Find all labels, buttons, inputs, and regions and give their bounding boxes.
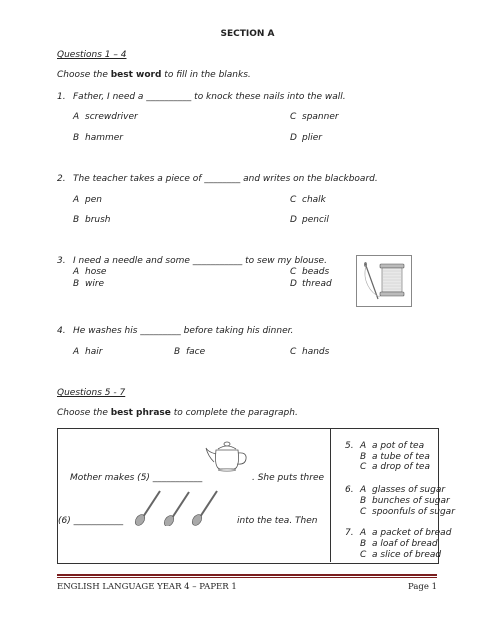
spoons-group xyxy=(134,488,220,526)
instruction-2-pre: Choose the xyxy=(57,408,111,418)
q5-option-c[interactable]: C a drop of tea xyxy=(360,462,430,472)
q6-option-b[interactable]: B bunches of sugar xyxy=(360,496,450,506)
q5-option-b[interactable]: B a tube of tea xyxy=(360,452,430,462)
q5-option-a[interactable]: 5. A a pot of tea xyxy=(345,441,425,451)
instruction-2 xyxy=(57,408,298,418)
passage-line2-right: into the tea. Then xyxy=(237,516,318,526)
q2-option-a[interactable]: A pen xyxy=(73,195,102,205)
question-4-text: He washes his _________ before taking his dinner. xyxy=(73,326,294,336)
q1-option-c[interactable]: C spanner xyxy=(290,112,339,122)
q6-option-a[interactable]: 6. A glasses of sugar xyxy=(345,485,446,495)
q7-option-c[interactable]: C a slice of bread xyxy=(360,550,442,560)
passage-divider xyxy=(330,428,331,562)
footer-rule-thin xyxy=(57,577,437,578)
passage-line2-left: (6) ___________ xyxy=(58,516,124,526)
question-2-text: The teacher takes a piece of ________ and writes on the blackboard. xyxy=(73,174,378,184)
spoon-icon xyxy=(134,491,160,526)
page-number: Page 1 xyxy=(408,582,437,592)
footer-title: ENGLISH LANGUAGE YEAR 4 – PAPER 1 xyxy=(57,582,237,592)
q7-option-b[interactable]: B a loaf of bread xyxy=(360,539,438,549)
q7-option-a[interactable]: 7. A a packet of bread xyxy=(345,528,452,538)
q2-option-b[interactable]: B brush xyxy=(73,215,111,225)
q1-option-b[interactable]: B hammer xyxy=(73,133,123,143)
q1-option-a[interactable]: A screwdriver xyxy=(73,112,138,122)
q3-option-b[interactable]: B wire xyxy=(73,279,105,289)
q3-option-a[interactable]: A hose xyxy=(73,267,107,277)
question-2 xyxy=(57,174,378,184)
instruction-1 xyxy=(57,70,251,80)
question-1-text: Father, I need a __________ to knock these nails into the wall. xyxy=(73,92,346,102)
q4-option-c[interactable]: C hands xyxy=(290,347,330,357)
question-1 xyxy=(57,92,346,102)
questions-5-7-heading: Questions 5 - 7 xyxy=(57,388,126,398)
passage-line1-right: . She puts three xyxy=(252,473,325,483)
question-3-number: 3. xyxy=(57,256,66,266)
question-1-number: 1. xyxy=(57,92,66,102)
q6-option-c[interactable]: C spoonfuls of sugar xyxy=(360,507,455,517)
question-4-number: 4. xyxy=(57,326,66,336)
instruction-1-bold: best word xyxy=(110,70,162,80)
footer-rule xyxy=(57,574,437,576)
instruction-1-post: to fill in the blanks. xyxy=(161,70,251,80)
question-3 xyxy=(57,256,327,266)
q4-option-b[interactable]: B face xyxy=(174,347,206,357)
section-title: SECTION A xyxy=(220,29,275,39)
question-3-text: I need a needle and some ___________ to sew my blouse. xyxy=(73,256,327,266)
q1-option-d[interactable]: D plier xyxy=(290,133,322,143)
instruction-2-post: to complete the paragraph. xyxy=(170,408,298,418)
teapot-icon xyxy=(204,440,250,472)
instruction-1-pre: Choose the xyxy=(57,70,111,80)
spoon-icon xyxy=(162,492,189,526)
needle-thread-icon xyxy=(356,255,412,307)
q3-option-d[interactable]: D thread xyxy=(290,279,332,289)
q2-option-d[interactable]: D pencil xyxy=(290,215,329,225)
spoon-icon xyxy=(190,491,217,526)
passage-line1-left: Mother makes (5) ___________ xyxy=(70,473,203,483)
questions-1-4-heading: Questions 1 – 4 xyxy=(57,50,127,60)
question-4 xyxy=(57,326,293,336)
q3-option-c[interactable]: C beads xyxy=(290,267,330,277)
q4-option-a[interactable]: A hair xyxy=(73,347,103,357)
instruction-2-bold: best phrase xyxy=(110,408,171,418)
question-2-number: 2. xyxy=(57,174,66,184)
q2-option-c[interactable]: C chalk xyxy=(290,195,326,205)
